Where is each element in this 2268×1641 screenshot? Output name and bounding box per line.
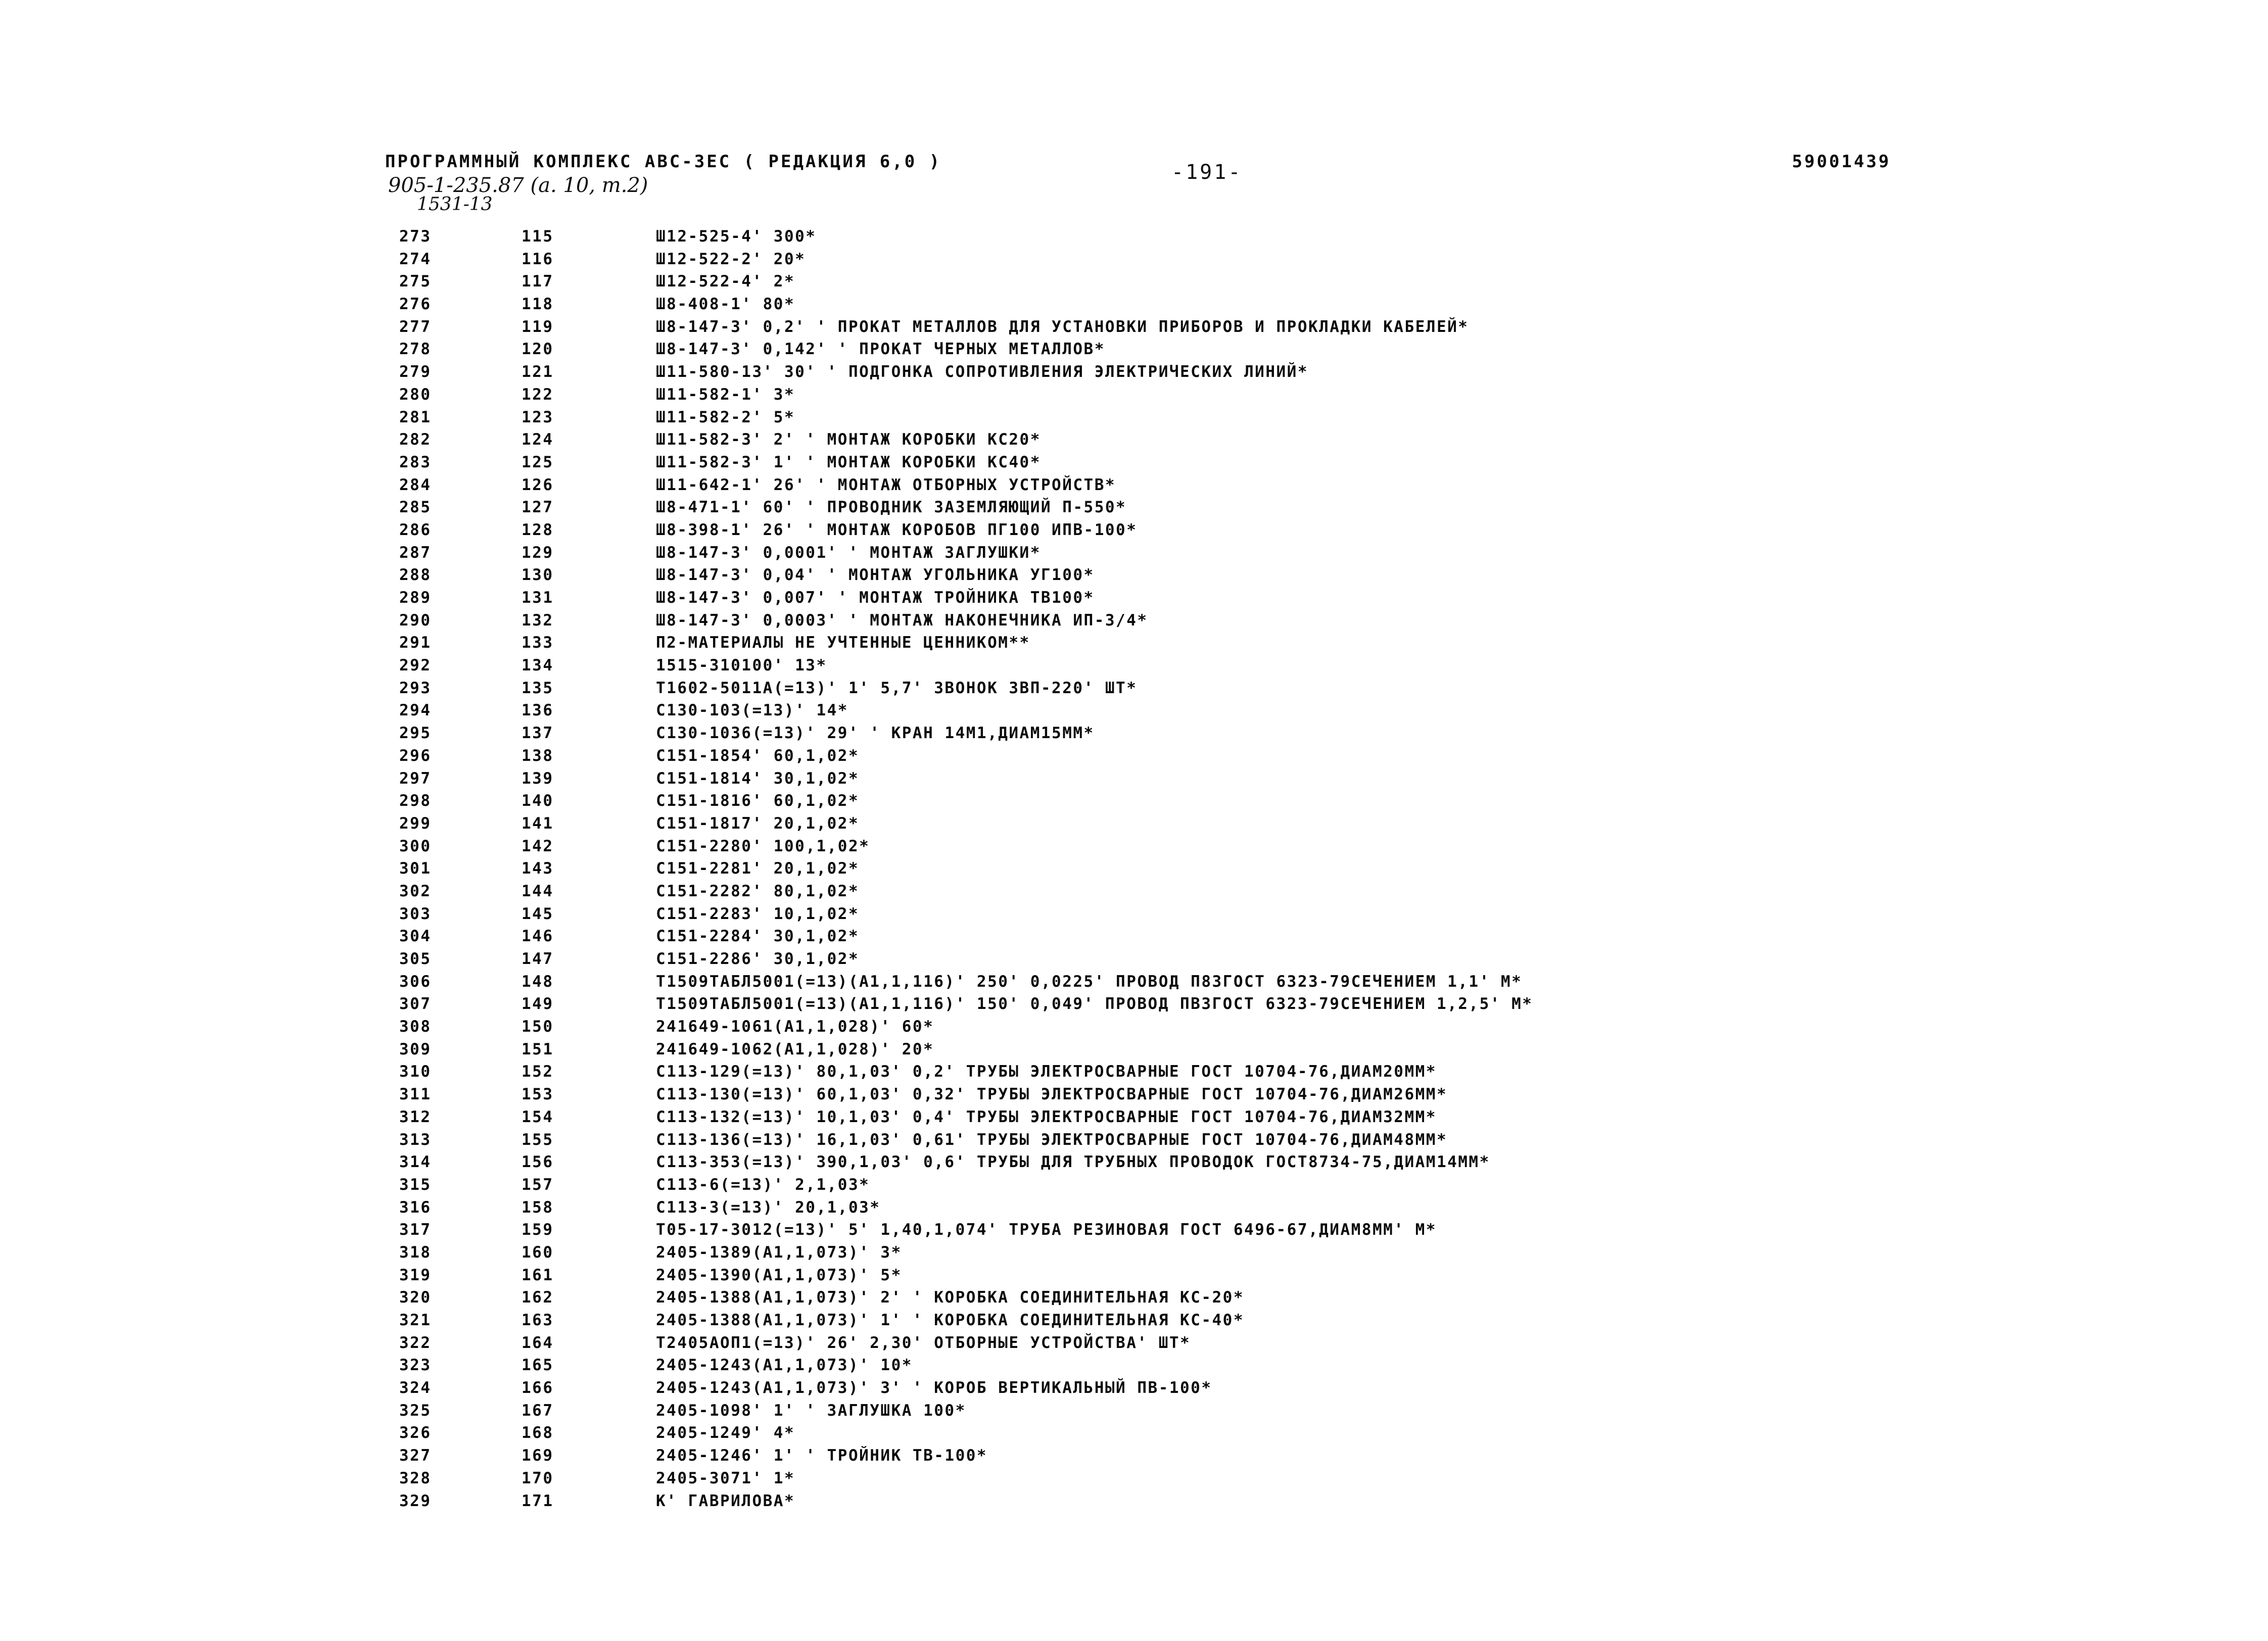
line-number: 284 (399, 475, 432, 494)
line-number: 303 (399, 904, 432, 923)
record-number: 123 (522, 408, 554, 426)
record-number: 157 (522, 1175, 554, 1194)
record-number: 167 (522, 1401, 554, 1420)
line-number: 285 (399, 498, 432, 517)
line-number: 320 (399, 1288, 432, 1307)
record-text: 2405-1388(А1,1,073)' 1' ' КОРОБКА СОЕДИНИТЕЛЬНАЯ КС-40* (656, 1311, 1244, 1329)
line-number: 288 (399, 566, 432, 585)
record-number: 130 (522, 566, 554, 585)
record-number: 116 (522, 250, 554, 268)
record-number: 120 (522, 340, 554, 359)
record-text: 1515-310100' 13* (656, 656, 827, 675)
record-text: 2405-1098' 1' ' ЗАГЛУШКА 100* (656, 1401, 966, 1420)
record-text: Ш11-582-2' 5* (656, 408, 795, 426)
record-text: Ш8-147-3' 0,0001' ' МОНТАЖ ЗАГЛУШКИ* (656, 543, 1041, 562)
record-number: 169 (522, 1446, 554, 1465)
record-text: С151-1854' 60,1,02* (656, 746, 860, 765)
line-number: 309 (399, 1040, 432, 1058)
listing-row (399, 1151, 1915, 1174)
listing-row (399, 587, 1915, 609)
line-number: 296 (399, 746, 432, 765)
line-number: 315 (399, 1175, 432, 1194)
record-text: Ш11-582-1' 3* (656, 385, 795, 404)
line-number: 293 (399, 679, 432, 697)
record-number: 128 (522, 520, 554, 539)
record-number: 140 (522, 792, 554, 810)
line-number: 325 (399, 1401, 432, 1420)
listing-row (399, 383, 1915, 406)
line-number: 292 (399, 656, 432, 675)
listing-row (399, 971, 1915, 993)
record-number: 160 (522, 1243, 554, 1262)
listing-row (399, 316, 1915, 339)
record-text: С151-1814' 30,1,02* (656, 769, 860, 788)
line-number: 298 (399, 792, 432, 810)
listing-row (399, 406, 1915, 429)
record-text: С113-6(=13)' 2,1,03* (656, 1175, 870, 1194)
record-text: 2405-1389(А1,1,073)' 3* (656, 1243, 902, 1262)
record-number: 164 (522, 1333, 554, 1352)
listing-row (399, 1264, 1915, 1287)
record-text: Ш11-582-3' 2' ' МОНТАЖ КОРОБКИ КС20* (656, 430, 1041, 449)
record-number: 127 (522, 498, 554, 517)
record-text: Ш8-147-3' 0,007' ' МОНТАЖ ТРОЙНИКА ТВ100* (656, 589, 1095, 607)
line-number: 278 (399, 340, 432, 359)
record-number: 170 (522, 1469, 554, 1487)
record-number: 145 (522, 904, 554, 923)
record-text: С113-353(=13)' 390,1,03' 0,6' ТРУБЫ ДЛЯ ТРУБНЫХ ПРОВОДОК ГОСТ8734-75,ДИАМ14ММ* (656, 1153, 1490, 1172)
record-number: 153 (522, 1085, 554, 1104)
record-text: 241649-1062(А1,1,028)' 20* (656, 1040, 934, 1058)
line-number: 277 (399, 317, 432, 336)
line-number: 283 (399, 453, 432, 471)
line-number: 279 (399, 363, 432, 381)
record-text: С130-103(=13)' 14* (656, 701, 848, 720)
listing-row (399, 1016, 1915, 1038)
listing-row (399, 880, 1915, 903)
listing-row (399, 745, 1915, 767)
record-number: 156 (522, 1153, 554, 1172)
line-number: 328 (399, 1469, 432, 1487)
listing-row (399, 790, 1915, 812)
record-number: 139 (522, 769, 554, 788)
line-number: 276 (399, 295, 432, 314)
record-number: 118 (522, 295, 554, 314)
line-number: 326 (399, 1424, 432, 1442)
record-text: С113-130(=13)' 60,1,03' 0,32' ТРУБЫ ЭЛЕКТРОСВАРНЫЕ ГОСТ 10704-76,ДИАМ26ММ* (656, 1085, 1448, 1104)
line-number: 319 (399, 1266, 432, 1284)
record-text: Ш12-522-4' 2* (656, 272, 795, 291)
record-text: Ш8-147-3' 0,04' ' МОНТАЖ УГОЛЬНИКА УГ100* (656, 566, 1095, 585)
record-text: 2405-1243(А1,1,073)' 10* (656, 1356, 913, 1375)
line-number: 324 (399, 1379, 432, 1397)
record-number: 126 (522, 475, 554, 494)
listing-row (399, 361, 1915, 383)
line-number: 308 (399, 1018, 432, 1036)
record-text: Ш11-580-13' 30' ' ПОДГОНКА СОПРОТИВЛЕНИЯ ЭЛЕКТРИЧЕСКИХ ЛИНИЙ* (656, 363, 1308, 381)
listing-row (399, 1106, 1915, 1129)
listing-row (399, 496, 1915, 519)
record-number: 138 (522, 746, 554, 765)
program-title: ПРОГРАММНЫЙ КОМПЛЕКС АВС-3ЕС ( РЕДАКЦИЯ 6,0 ) (385, 152, 942, 172)
record-number: 158 (522, 1198, 554, 1217)
listing-row (399, 1174, 1915, 1196)
listing-row (399, 609, 1915, 632)
record-text: С151-2280' 100,1,02* (656, 837, 870, 855)
record-number: 137 (522, 724, 554, 743)
record-number: 131 (522, 589, 554, 607)
record-text: 2405-1243(А1,1,073)' 3' ' КОРОБ ВЕРТИКАЛЬНЫЙ ПВ-100* (656, 1379, 1212, 1397)
line-number: 313 (399, 1130, 432, 1149)
record-text: Ш8-398-1' 26' ' МОНТАЖ КОРОБОВ ПГ100 ИПВ-100* (656, 520, 1138, 539)
line-number: 290 (399, 611, 432, 630)
record-number: 154 (522, 1107, 554, 1126)
record-text: Ш8-408-1' 80* (656, 295, 795, 314)
listing-row (399, 542, 1915, 564)
record-number: 163 (522, 1311, 554, 1329)
listing-row (399, 338, 1915, 361)
record-text: С151-1817' 20,1,02* (656, 814, 860, 833)
record-text: Т1509ТАБЛ5001(=13)(А1,1,116)' 150' 0,049' ПРОВОД ПВ3ГОСТ 6323-79СЕЧЕНИЕМ 1,2,5' М* (656, 995, 1533, 1013)
record-text: П2-МАТЕРИАЛЫ НЕ УЧТЕННЫЕ ЦЕННИКОМ** (656, 634, 1030, 652)
record-text: Т2405АОП1(=13)' 26' 2,30' ОТБОРНЫЕ УСТРОЙСТВА' ШТ* (656, 1333, 1191, 1352)
record-text: С113-3(=13)' 20,1,03* (656, 1198, 881, 1217)
line-number: 297 (399, 769, 432, 788)
listing-row (399, 1241, 1915, 1264)
listing-row (399, 1196, 1915, 1219)
record-text: Ш11-642-1' 26' ' МОНТАЖ ОТБОРНЫХ УСТРОЙСТВ* (656, 475, 1116, 494)
line-number: 305 (399, 950, 432, 968)
record-number: 171 (522, 1491, 554, 1510)
line-number: 323 (399, 1356, 432, 1375)
listing-row (399, 903, 1915, 926)
line-number: 300 (399, 837, 432, 855)
record-text: Ш12-525-4' 300* (656, 227, 817, 246)
record-text: 2405-1390(А1,1,073)' 5* (656, 1266, 902, 1284)
record-text: 2405-3071' 1* (656, 1469, 795, 1487)
listing-row (399, 835, 1915, 858)
record-number: 136 (522, 701, 554, 720)
line-number: 287 (399, 543, 432, 562)
listing-row (399, 948, 1915, 971)
listing-row (399, 1038, 1915, 1061)
line-number: 314 (399, 1153, 432, 1172)
line-number: 289 (399, 589, 432, 607)
record-number: 119 (522, 317, 554, 336)
record-number: 133 (522, 634, 554, 652)
record-text: Ш8-471-1' 60' ' ПРОВОДНИК ЗАЗЕМЛЯЮЩИЙ П-550* (656, 498, 1127, 517)
listing-row (399, 1309, 1915, 1332)
record-number: 115 (522, 227, 554, 246)
line-number: 291 (399, 634, 432, 652)
record-text: Ш8-147-3' 0,142' ' ПРОКАТ ЧЕРНЫХ МЕТАЛЛОВ* (656, 340, 1105, 359)
listing-row (399, 270, 1915, 293)
printout-listing (399, 225, 1915, 1512)
record-number: 144 (522, 882, 554, 900)
record-number: 151 (522, 1040, 554, 1058)
record-text: С151-1816' 60,1,02* (656, 792, 860, 810)
document-code: 59001439 (1792, 152, 1891, 172)
listing-row (399, 451, 1915, 474)
line-number: 310 (399, 1063, 432, 1081)
handwritten-sheet-number: 1531-13 (417, 194, 493, 215)
line-number: 299 (399, 814, 432, 833)
listing-row (399, 1060, 1915, 1083)
listing-row (399, 248, 1915, 271)
listing-row (399, 722, 1915, 745)
listing-row (399, 925, 1915, 948)
listing-row (399, 1354, 1915, 1377)
record-text: С113-132(=13)' 10,1,03' 0,4' ТРУБЫ ЭЛЕКТРОСВАРНЫЕ ГОСТ 10704-76,ДИАМ32ММ* (656, 1107, 1437, 1126)
line-number: 306 (399, 972, 432, 991)
line-number: 318 (399, 1243, 432, 1262)
line-number: 295 (399, 724, 432, 743)
listing-row (399, 1467, 1915, 1490)
listing-row (399, 474, 1915, 497)
handwritten-reference: 905-1-235.87 (а. 10, т.2) (388, 174, 648, 197)
record-number: 146 (522, 927, 554, 946)
record-number: 148 (522, 972, 554, 991)
record-number: 129 (522, 543, 554, 562)
listing-row (399, 1219, 1915, 1241)
record-number: 165 (522, 1356, 554, 1375)
record-number: 152 (522, 1063, 554, 1081)
record-number: 168 (522, 1424, 554, 1442)
listing-row (399, 993, 1915, 1016)
record-number: 166 (522, 1379, 554, 1397)
line-number: 311 (399, 1085, 432, 1104)
record-text: С151-2286' 30,1,02* (656, 950, 860, 968)
line-number: 273 (399, 227, 432, 246)
listing-row (399, 1332, 1915, 1355)
record-text: 241649-1061(А1,1,028)' 60* (656, 1018, 934, 1036)
listing-row (399, 1083, 1915, 1106)
listing-row (399, 564, 1915, 587)
record-number: 135 (522, 679, 554, 697)
record-text: С151-2282' 80,1,02* (656, 882, 860, 900)
listing-row (399, 677, 1915, 700)
line-number: 329 (399, 1491, 432, 1510)
listing-row (399, 225, 1915, 248)
line-number: 302 (399, 882, 432, 900)
listing-row (399, 1129, 1915, 1151)
record-number: 121 (522, 363, 554, 381)
record-text: С113-129(=13)' 80,1,03' 0,2' ТРУБЫ ЭЛЕКТРОСВАРНЫЕ ГОСТ 10704-76,ДИАМ20ММ* (656, 1063, 1437, 1081)
line-number: 301 (399, 859, 432, 878)
record-text: Т1602-5011А(=13)' 1' 5,7' ЗВОНОК ЗВП-220' ШТ* (656, 679, 1138, 697)
record-text: 2405-1246' 1' ' ТРОЙНИК ТВ-100* (656, 1446, 988, 1465)
line-number: 304 (399, 927, 432, 946)
record-text: Ш8-147-3' 0,2' ' ПРОКАТ МЕТАЛЛОВ ДЛЯ УСТАНОВКИ ПРИБОРОВ И ПРОКЛАДКИ КАБЕЛЕЙ* (656, 317, 1469, 336)
record-number: 155 (522, 1130, 554, 1149)
record-text: 2405-1388(А1,1,073)' 2' ' КОРОБКА СОЕДИНИТЕЛЬНАЯ КС-20* (656, 1288, 1244, 1307)
record-text: С151-2284' 30,1,02* (656, 927, 860, 946)
listing-row (399, 632, 1915, 654)
record-text: Т1509ТАБЛ5001(=13)(А1,1,116)' 250' 0,0225' ПРОВОД П83ГОСТ 6323-79СЕЧЕНИЕМ 1,1' М* (656, 972, 1523, 991)
line-number: 307 (399, 995, 432, 1013)
listing-row (399, 857, 1915, 880)
listing-row (399, 1377, 1915, 1399)
record-number: 161 (522, 1266, 554, 1284)
line-number: 322 (399, 1333, 432, 1352)
record-text: Т05-17-3012(=13)' 5' 1,40,1,074' ТРУБА РЕЗИНОВАЯ ГОСТ 6496-67,ДИАМ8ММ' М* (656, 1221, 1437, 1239)
record-number: 122 (522, 385, 554, 404)
line-number: 327 (399, 1446, 432, 1465)
line-number: 282 (399, 430, 432, 449)
line-number: 316 (399, 1198, 432, 1217)
record-number: 142 (522, 837, 554, 855)
listing-row (399, 1286, 1915, 1309)
record-number: 125 (522, 453, 554, 471)
record-text: С151-2281' 20,1,02* (656, 859, 860, 878)
listing-row (399, 654, 1915, 677)
line-number: 274 (399, 250, 432, 268)
line-number: 321 (399, 1311, 432, 1329)
line-number: 275 (399, 272, 432, 291)
record-number: 117 (522, 272, 554, 291)
record-text: С130-1036(=13)' 29' ' КРАН 14М1,ДИАМ15ММ* (656, 724, 1095, 743)
record-number: 150 (522, 1018, 554, 1036)
listing-row (399, 1444, 1915, 1467)
record-text: Ш12-522-2' 20* (656, 250, 806, 268)
record-number: 124 (522, 430, 554, 449)
listing-row (399, 519, 1915, 542)
record-number: 132 (522, 611, 554, 630)
line-number: 281 (399, 408, 432, 426)
record-number: 141 (522, 814, 554, 833)
record-number: 147 (522, 950, 554, 968)
line-number: 280 (399, 385, 432, 404)
listing-row (399, 699, 1915, 722)
line-number: 286 (399, 520, 432, 539)
line-number: 294 (399, 701, 432, 720)
line-number: 312 (399, 1107, 432, 1126)
record-text: К' ГАВРИЛОВА* (656, 1491, 795, 1510)
record-number: 143 (522, 859, 554, 878)
listing-row (399, 1490, 1915, 1513)
record-number: 162 (522, 1288, 554, 1307)
record-text: Ш8-147-3' 0,0003' ' МОНТАЖ НАКОНЕЧНИКА ИП-3/4* (656, 611, 1148, 630)
record-text: С151-2283' 10,1,02* (656, 904, 860, 923)
listing-row (399, 767, 1915, 790)
record-text: Ш11-582-3' 1' ' МОНТАЖ КОРОБКИ КС40* (656, 453, 1041, 471)
listing-row (399, 293, 1915, 316)
page-number: -191- (1171, 161, 1243, 184)
line-number: 317 (399, 1221, 432, 1239)
listing-row (399, 428, 1915, 451)
record-number: 159 (522, 1221, 554, 1239)
listing-row (399, 1422, 1915, 1444)
record-number: 134 (522, 656, 554, 675)
record-number: 149 (522, 995, 554, 1013)
record-text: 2405-1249' 4* (656, 1424, 795, 1442)
listing-row (399, 1399, 1915, 1422)
record-text: С113-136(=13)' 16,1,03' 0,61' ТРУБЫ ЭЛЕКТРОСВАРНЫЕ ГОСТ 10704-76,ДИАМ48ММ* (656, 1130, 1448, 1149)
listing-row (399, 812, 1915, 835)
